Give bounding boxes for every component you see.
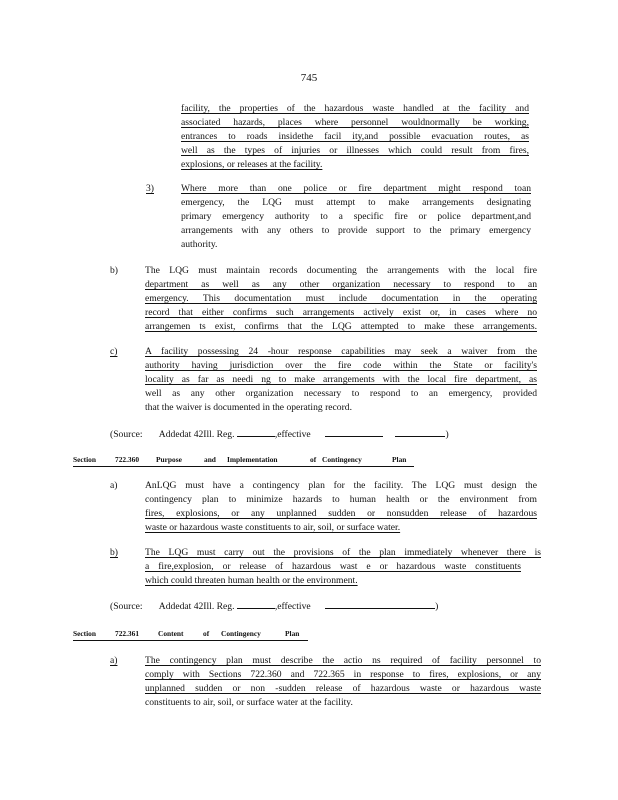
paragraph-item-b-carry-out bbox=[145, 546, 541, 588]
text-line: arrangements with any others to provide support to the primary emergency bbox=[181, 225, 531, 236]
text-line: The contingency plan must describe the actio ns required of facility personnel to bbox=[145, 655, 541, 666]
text-line: well as any other organization necessary to respond to an emergency, provided bbox=[145, 388, 537, 399]
section-title-word: Content bbox=[158, 629, 184, 638]
close-paren: ) bbox=[445, 429, 449, 440]
blank-line bbox=[395, 427, 445, 437]
text-line: facility, the properties of the hazardous waste handled at the facility and bbox=[181, 103, 529, 114]
paragraph-item-c-waiver bbox=[145, 345, 537, 415]
text-line: authority having jurisdiction over the fire code within the State or facility's bbox=[145, 360, 537, 371]
section-title-word: and bbox=[204, 455, 216, 464]
item-marker: a) bbox=[110, 480, 118, 491]
text-line: well as the types of injuries or illnesses which could result from fires, bbox=[181, 145, 529, 156]
section-title-word: Plan bbox=[392, 455, 407, 464]
text-line: that the waiver is documented in the operating record. bbox=[145, 402, 352, 413]
blank-line bbox=[325, 599, 435, 609]
section-title-word: Implementation bbox=[227, 455, 278, 464]
section-underline bbox=[73, 640, 308, 641]
section-title-word: Plan bbox=[285, 629, 300, 638]
text-line: emergency. This documentation must include documentation in the operating bbox=[145, 293, 537, 304]
source-label: (Source: bbox=[110, 429, 143, 440]
source-citation bbox=[110, 599, 438, 614]
section-label: Section bbox=[73, 455, 96, 464]
close-paren: ) bbox=[435, 601, 439, 612]
text-line: AnLQG must have a contingency plan for the facility. The LQG must design the bbox=[145, 480, 537, 491]
text-line: record that either confirms such arrangements actively exist or, in cases where no bbox=[145, 307, 537, 318]
text-line: explosions, or releases at the facility. bbox=[181, 159, 323, 170]
section-number: 722.360 bbox=[115, 455, 140, 464]
item-marker: b) bbox=[110, 265, 118, 276]
effective-label: ,effective bbox=[274, 429, 311, 440]
item-marker: a) bbox=[110, 655, 118, 666]
text-line: authority. bbox=[181, 239, 218, 250]
text-line: entrances to roads insidethe facil ity,and possible evacuation routes, as bbox=[181, 131, 529, 142]
text-line: A facility possessing 24 -hour response capabilities may seek a waiver from the bbox=[145, 346, 537, 357]
text-line: Where more than one police or fire department might respond toan bbox=[181, 183, 531, 194]
text-line: The LQG must maintain records documenting the arrangements with the local fire bbox=[145, 265, 537, 276]
text-line: constituents to air, soil, or surface water at the facility. bbox=[145, 697, 353, 708]
blank-line bbox=[325, 427, 383, 437]
section-title-word: Contingency bbox=[322, 455, 362, 464]
source-text: Addedat 42Ill. Reg. bbox=[158, 601, 235, 612]
text-line: waste or hazardous waste constituents to air, soil, or surface water. bbox=[145, 522, 401, 533]
source-citation bbox=[110, 427, 449, 442]
section-label: Section bbox=[73, 629, 96, 638]
text-line: department as well as any other organization necessary to respond to an bbox=[145, 279, 537, 290]
effective-label: ,effective bbox=[274, 601, 311, 612]
section-title-word: of bbox=[310, 455, 317, 464]
text-line: associated hazards, places where personnel wouldnormally be working, bbox=[181, 117, 529, 128]
text-line: contingency plan to minimize hazards to human health or the environment from bbox=[145, 494, 537, 505]
section-underline bbox=[73, 466, 414, 467]
text-line: emergency, the LQG must attempt to make arrangements designating bbox=[181, 197, 531, 208]
text-line: a fire,explosion, or release of hazardous wast e or hazardous waste constituents bbox=[145, 561, 521, 572]
item-marker: 3) bbox=[146, 183, 154, 194]
source-label: (Source: bbox=[110, 601, 143, 612]
section-heading-722-360 bbox=[73, 455, 433, 465]
continuation-paragraph bbox=[181, 102, 529, 172]
text-line: comply with Sections 722.360 and 722.365 in response to fires, explosions, or any bbox=[145, 669, 541, 680]
section-title-word: Contingency bbox=[221, 629, 261, 638]
item-marker: c) bbox=[110, 346, 118, 357]
text-line: arrangemen ts exist, confirms that the LQG attempted to make these arrangements. bbox=[145, 321, 537, 332]
text-line: fires, explosions, or any unplanned sudden or nonsudden release of hazardous bbox=[145, 508, 537, 519]
paragraph-item-a-purpose bbox=[145, 479, 537, 535]
source-text: Addedat 42Ill. Reg. bbox=[158, 429, 235, 440]
text-line: The LQG must carry out the provisions of the plan immediately whenever there is bbox=[145, 547, 541, 558]
section-title-word: of bbox=[203, 629, 210, 638]
paragraph-item-3 bbox=[181, 182, 531, 252]
section-number: 722.361 bbox=[115, 629, 140, 638]
text-line: which could threaten human health or the environment. bbox=[145, 575, 358, 586]
item-marker: b) bbox=[110, 547, 118, 558]
section-title-word: Purpose bbox=[156, 455, 182, 464]
paragraph-item-a-content bbox=[145, 654, 541, 710]
blank-line bbox=[237, 599, 275, 609]
blank-line bbox=[237, 427, 275, 437]
section-heading-722-361 bbox=[73, 629, 313, 639]
text-line: primary emergency authority to a specific fire or police department,and bbox=[181, 211, 531, 222]
paragraph-item-b-records bbox=[145, 264, 537, 334]
text-line: locality as far as needi ng to make arrangements with the local fire department, as bbox=[145, 374, 537, 385]
page-number: 745 bbox=[300, 72, 318, 84]
text-line: unplanned sudden or non -sudden release of hazardous waste or hazardous waste bbox=[145, 683, 541, 694]
